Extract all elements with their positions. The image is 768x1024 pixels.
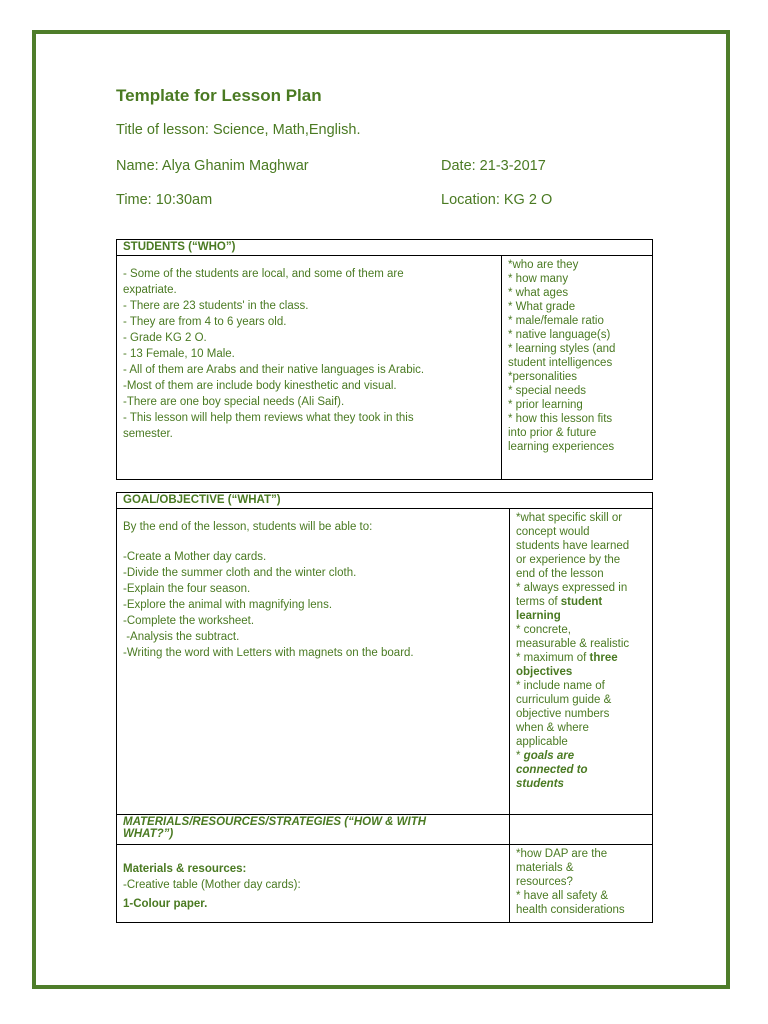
students-line: - There are 23 students' in the class. [123,300,309,312]
materials-label-line [123,861,503,877]
guidance-emphasis: three [589,652,618,664]
guidance-line: * concrete, [516,624,571,636]
guidance-line [516,665,646,679]
guidance-line [516,763,646,777]
students-table [116,239,653,480]
guidance-emphasis: student [560,596,603,608]
guidance-line: student intelligences [508,357,613,369]
students-line: semester. [123,428,173,440]
goal-intro: By the end of the lesson, students will be able to: [123,521,373,533]
guidance-line: resources? [516,876,573,888]
objective-item: -Create a Mother day cards. [123,551,267,563]
guidance-line: * include name of [516,680,605,692]
guidance-line: end of the lesson [516,568,604,580]
guidance-line: or experience by the [516,554,621,566]
materials-item: -Creative table (Mother day cards): [123,879,301,891]
lesson-title: Title of lesson: Science, Math,English. [116,122,361,138]
objective-item: -Writing the word with Letters with magnets on the board. [123,647,414,659]
teacher-name: Name: Alya Ghanim Maghwar [116,158,309,174]
guidance-line: * learning styles (and [508,343,616,355]
guidance-line: curriculum guide & [516,694,612,706]
guidance-line [516,777,646,791]
guidance-line: * what ages [508,287,569,299]
objective-item: -Explain the four season. [123,583,251,595]
materials-content [117,845,510,923]
guidance-line [516,609,646,623]
guidance-emphasis: connected to [516,764,588,776]
students-line: - They are from 4 to 6 years old. [123,316,287,328]
guidance-line [516,651,646,665]
guidance-line [516,595,646,609]
guidance-emphasis: students [516,778,564,790]
guidance-line: when & where [516,722,589,734]
guidance-line: applicable [516,736,568,748]
materials-label: Materials & resources: [123,863,247,875]
guidance-line: learning experiences [508,441,615,453]
guidance-line: * native language(s) [508,329,611,341]
lesson-time: Time: 10:30am [116,192,213,208]
guidance-line: * male/female ratio [508,315,604,327]
students-header: STUDENTS (“WHO”) [117,240,653,256]
guidance-line: materials & [516,862,574,874]
guidance-line: students have learned [516,540,630,552]
goal-header: GOAL/OBJECTIVE (“WHAT”) [117,493,653,509]
guidance-line: * prior learning [508,399,583,411]
lesson-date: Date: 21-3-2017 [441,158,546,174]
guidance-line: objective numbers [516,708,610,720]
students-description [117,256,502,480]
guidance-line: *how DAP are the [516,848,608,860]
guidance-line: measurable & realistic [516,638,630,650]
guidance-line: *what specific skill or [516,512,623,524]
guidance-line: * special needs [508,385,586,397]
guidance-line: * always expressed in [516,582,628,594]
lesson-location: Location: KG 2 O [441,192,553,208]
guidance-line: health considerations [516,904,625,916]
students-line: -There are one boy special needs (Ali Saif). [123,396,345,408]
guidance-line: * how this lesson fits [508,413,613,425]
guidance-line: * how many [508,273,569,285]
guidance-line: * have all safety & [516,890,609,902]
students-line: - Some of the students are local, and some of them are [123,268,404,280]
students-guidance [502,256,653,480]
guidance-line: into prior & future [508,427,597,439]
guidance-line [516,749,646,763]
objective-item: -Divide the summer cloth and the winter cloth. [123,567,357,579]
guidance-text: * maximum of [516,652,590,664]
goal-guidance [510,509,653,815]
goal-objectives [117,509,510,815]
materials-header-line: WHAT?”) [123,828,174,840]
guidance-emphasis: learning [516,610,561,622]
students-line: -Most of them are include body kinesthetic and visual. [123,380,397,392]
guidance-text: terms of [516,596,561,608]
materials-header [117,815,510,845]
materials-header-line: MATERIALS/RESOURCES/STRATEGIES (“HOW & WITH [123,816,427,828]
goal-table [116,492,653,923]
guidance-line: *personalities [508,371,578,383]
objective-item: -Explore the animal with magnifying lens. [123,599,333,611]
materials-item: 1-Colour paper. [123,898,208,910]
students-line: - This lesson will help them reviews what they took in this [123,412,414,424]
materials-guidance [510,845,653,923]
guidance-emphasis: objectives [516,666,573,678]
guidance-text: * [516,750,524,762]
objective-item: -Analysis the subtract. [123,631,240,643]
document-title: Template for Lesson Plan [116,86,322,105]
guidance-line: * What grade [508,301,576,313]
guidance-line: *who are they [508,259,579,271]
students-line: - All of them are Arabs and their native languages is Arabic. [123,364,425,376]
materials-header-empty [510,815,653,845]
students-line: - 13 Female, 10 Male. [123,348,235,360]
students-line: - Grade KG 2 O. [123,332,207,344]
objective-item: -Complete the worksheet. [123,615,255,627]
students-line: expatriate. [123,284,177,296]
guidance-emphasis: goals are [523,750,575,762]
guidance-line: concept would [516,526,590,538]
